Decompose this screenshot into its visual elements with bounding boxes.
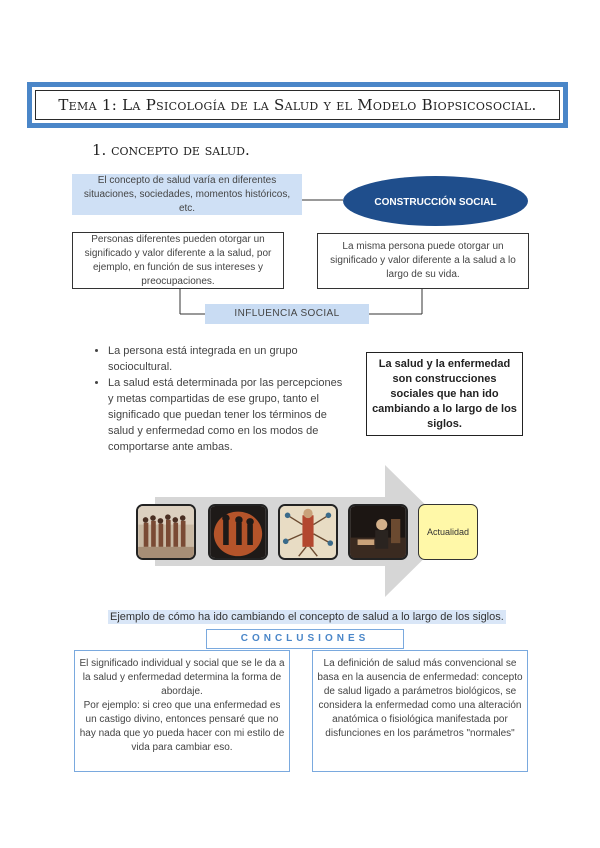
concept-box: El concepto de salud varía en diferentes situaciones, sociedades, momentos históricos, etc. bbox=[72, 174, 302, 215]
conclusion-left-example: Por ejemplo: si creo que una enfermedad es un castigo divino, entonces pensaré que no hay nada que yo pueda hacer con mi estilo de vida para cambiar eso. bbox=[79, 700, 285, 753]
personas-box: Personas diferentes pueden otorgar un significado y valor diferente a la salud, por ejemplo, en función de sus intereses y preocupaciones. bbox=[72, 232, 284, 289]
timeline-image-2 bbox=[208, 504, 268, 560]
page-title: Tema 1: La Psicología de la Salud y el Modelo Biopsicosocial. bbox=[58, 96, 537, 114]
conclusion-left-text: El significado individual y social que se le da a la salud y enfermedad determina la forma de abordaje. bbox=[79, 658, 285, 697]
timeline-image-4 bbox=[348, 504, 408, 560]
timeline-caption: Ejemplo de cómo ha ido cambiando el concepto de salud a lo largo de los siglos. bbox=[110, 611, 504, 623]
modern-doctor-image bbox=[350, 506, 406, 558]
conclusiones-heading: CONCLUSIONES bbox=[206, 629, 404, 649]
conclusion-right-box: La definición de salud más convencional se basa en la ausencia de enfermedad: concepto de salud ligado a parámetros biológicos, se considera la enfermedad como una alteración anatómica o fisiológica manifestada por disfunciones en los parámetros "normales" bbox=[312, 650, 528, 772]
conclusion-left-box bbox=[74, 650, 290, 772]
timeline-actualidad: Actualidad bbox=[418, 504, 478, 560]
misma-persona-box: La misma persona puede otorgar un significado y valor diferente a la salud a lo largo de su vida. bbox=[317, 233, 529, 289]
medieval-manuscript-image bbox=[280, 506, 336, 558]
bullet-item: • La salud está determinada por las percepciones y metas compartidas de ese grupo, tanto el significado que puedan tener los términos de salud y enfermedad como en los modos de comportarse ante ambas. bbox=[108, 375, 346, 455]
salud-construction-box: La salud y la enfermedad son construcciones sociales que han ido cambiando a lo largo de los siglos. bbox=[366, 352, 523, 436]
ancient-group-image bbox=[138, 506, 194, 558]
bullet-item: • La persona está integrada en un grupo sociocultural. bbox=[108, 343, 346, 375]
section-heading: 1. concepto de salud. bbox=[92, 141, 250, 159]
timeline-image-3 bbox=[278, 504, 338, 560]
greek-vase-image bbox=[210, 506, 266, 558]
construccion-social-ellipse: CONSTRUCCIÓN SOCIAL bbox=[343, 176, 528, 226]
timeline-image-1 bbox=[136, 504, 196, 560]
influencia-social-box: INFLUENCIA SOCIAL bbox=[205, 304, 369, 324]
